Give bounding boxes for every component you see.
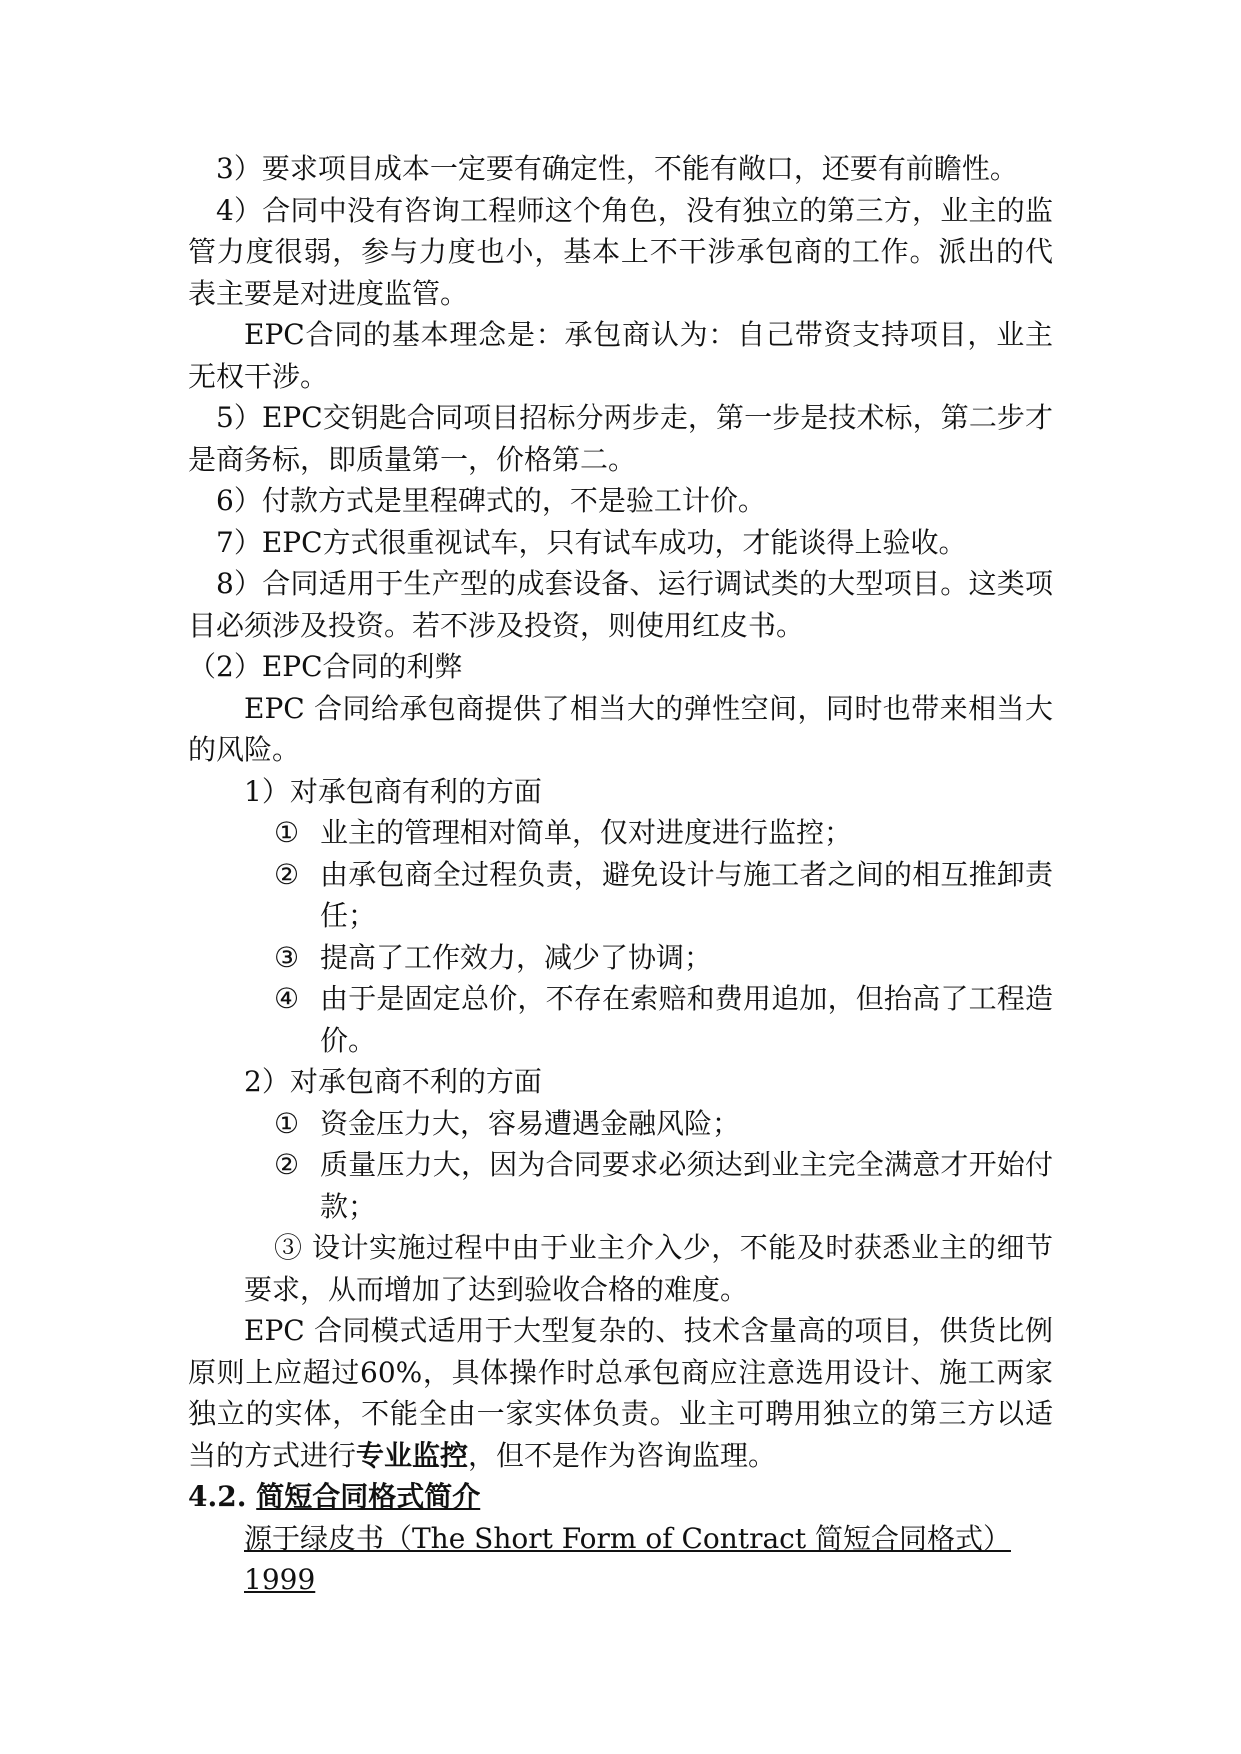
paragraph-intro: EPC 合同给承包商提供了相当大的弹性空间，同时也带来相当大的风险。 (188, 691, 1053, 766)
section-title: 简短合同格式简介 (256, 1480, 481, 1513)
paragraph-8: 8）合同适用于生产型的成套设备、运行调试类的大型项目。这类项目必须涉及投资。若不涉及投资，则使用红皮书。 (188, 567, 1053, 642)
paragraph-5: 5）EPC交钥匙合同项目招标分两步走，第一步是技术标，第二步才是商务标，即质量第一，价格第二。 (188, 401, 1053, 476)
advantages-title: 1）对承包商有利的方面 (244, 774, 542, 808)
paragraph-6: 6）付款方式是里程碑式的，不是验工计价。 (216, 484, 766, 517)
advantage-item: ③ 提高了工作效力，减少了协调； (274, 940, 713, 974)
paragraph-4: 4）合同中没有咨询工程师这个角色，没有独立的第三方，业主的监管力度很弱，参与力度也小，基本上不干涉承包商的工作。派出的代表主要是对进度监管。 (188, 193, 1053, 310)
bold-keyword: 专业监控 (356, 1438, 469, 1472)
advantage-item: ① 业主的管理相对简单，仅对进度进行监控； (274, 816, 853, 849)
paragraph-summary: EPC 合同模式适用于大型复杂的、技术含量高的项目，供货比例原则上应超过60%，具体操作时总承包商应注意选用设计、施工两家独立的实体，不能全由一家实体负责。业主可聘用独立的第三方以适当的方式进行专业监控，但不是作为咨询监理。 (188, 1314, 1053, 1472)
disadvantages-title: 2）对承包商不利的方面 (244, 1065, 542, 1098)
section-number: 4.2. (188, 1480, 247, 1513)
document-page (188, 148, 1053, 1601)
disadvantage-item-3: ③ 设计实施过程中由于业主介入少，不能及时获悉业主的细节要求，从而增加了达到验收合格的难度。 (244, 1231, 1053, 1306)
advantage-item: ④ 由于是固定总价，不存在索赔和费用追加，但抬高了工程造价。 (274, 982, 1053, 1057)
section-4-2-heading (188, 1476, 1053, 1518)
paragraph-epc-concept: EPC合同的基本理念是：承包商认为：自己带资支持项目，业主无权干涉。 (188, 318, 1053, 393)
section-2-heading: （2）EPC合同的利弊 (188, 650, 463, 683)
advantage-item: ② 由承包商全过程负责，避免设计与施工者之间的相互推卸责任； (274, 857, 1053, 932)
source-line: 源于绿皮书（The Short Form of Contract 简短合同格式）1999 (244, 1521, 1011, 1596)
paragraph-7: 7）EPC方式很重视试车，只有试车成功，才能谈得上验收。 (216, 525, 967, 559)
disadvantage-item: ② 质量压力大，因为合同要求必须达到业主完全满意才开始付款； (274, 1148, 1053, 1223)
disadvantage-item: ① 资金压力大，容易遭遇金融风险； (274, 1106, 741, 1140)
paragraph-3: 3）要求项目成本一定要有确定性，不能有敞口，还要有前瞻性。 (216, 152, 1018, 185)
